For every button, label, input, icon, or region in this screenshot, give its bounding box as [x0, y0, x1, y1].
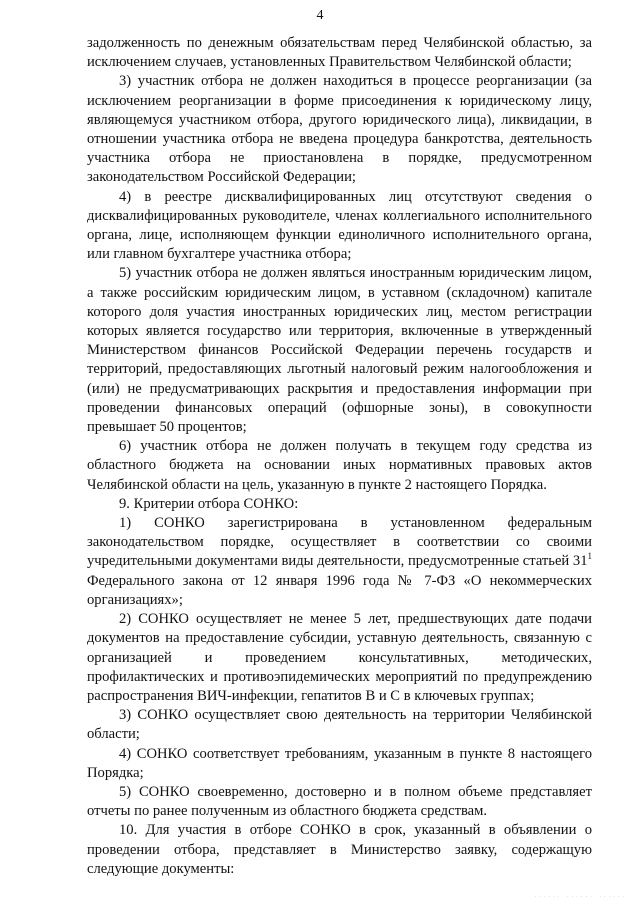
paragraph-criterion-5-reports: 5) СОНКО своевременно, достоверно и в полном объеме представляет отчеты по ранее полученным из областного бюджета средствам. [87, 783, 592, 820]
paragraph-criterion-1-registration [87, 514, 592, 610]
criterion-1-text-after: Федерального закона от 12 января 1996 года № 7-ФЗ «О некоммерческих организациях»; [87, 572, 592, 608]
paragraph-item-10-application: 10. Для участия в отборе СОНКО в срок, указанный в объявлении о проведении отбора, представляет в Министерство заявку, содержащую следующие документы: [87, 822, 592, 877]
paragraph-criterion-3-territory: 3) СОНКО осуществляет свою деятельность на территории Челябинской области; [87, 707, 592, 743]
page-number: 4 [316, 8, 324, 23]
paragraph-item-4-disqualified-persons: 4) в реестре дисквалифицированных лиц отсутствуют сведения о дисквалифицированных руководителе, членах коллегиального исполнительного органа, лице, исполняющем функции единоличного исполнительного органа, или главном бухгалтере участника отбора; [87, 188, 592, 263]
paragraph-criterion-4-requirements: 4) СОНКО соответствует требованиям, указанным в пункте 8 настоящего Порядка; [87, 745, 592, 781]
section-heading-criteria: 9. Критерии отбора СОНКО: [119, 495, 299, 512]
paragraph-item-3-reorganization: 3) участник отбора не должен находиться в процессе реорганизации (за исключением реорганизации в форме присоединения к юридическому лицу, являющемуся участником отбора, другого юридического лица), ликвидации, в отношении участника отбора не введена процедура банкротства, деятельность участника отбора не приостановлена в порядке, предусмотренном законодательством Российской Федерации; [87, 73, 592, 186]
paragraph-item-6-budget-funds: 6) участник отбора не должен получать в текущем году средства из областного бюджета на основании иных нормативных правовых актов Челябинской области на цель, указанную в пункте 2 настоящего Порядка. [87, 438, 592, 493]
paragraph-item-5-foreign-entity: 5) участник отбора не должен являться иностранным юридическим лицом, а также российским юридическим лицом, в уставном (складочном) капитале которого доля участия иностранных юридических лиц, местом регистрации которых является государство или территория, включенные в утвержденный Министерством финансов Российской Федерации перечень государств и территорий, предоставляющих льготный налоговый режим налогообложения и (или) не предусматривающих раскрытия и предоставления информации при проведении финансовых операций (офшорные зоны), в совокупности превышает 50 процентов; [87, 265, 592, 436]
paragraph-continuation-debt: задолженность по денежным обязательствам перед Челябинской областью, за исключением случаев, установленных Правительством Челябинской области; [87, 35, 592, 71]
criterion-1-text-before: 1) СОНКО зарегистрирована в установленном федеральным законодательством порядке, осуществляет в соответствии со своими учредительными документами виды деятельности, предусмотренные статьей 31 [87, 515, 592, 570]
footer-scan-mark: ...... ...... ...... [533, 892, 626, 899]
paragraph-criterion-2-activity: 2) СОНКО осуществляет не менее 5 лет, предшествующих дате подачи документов на предоставление субсидии, уставную деятельность, связанную с организацией и проведением консультативных, методических, профилактических и противоэпидемических мероприятий по предупреждению распространения ВИЧ-инфекции, гепатитов В и С в ключевых группах; [87, 611, 592, 704]
document-body [87, 34, 592, 879]
superscript-marker: 1 [587, 551, 592, 562]
